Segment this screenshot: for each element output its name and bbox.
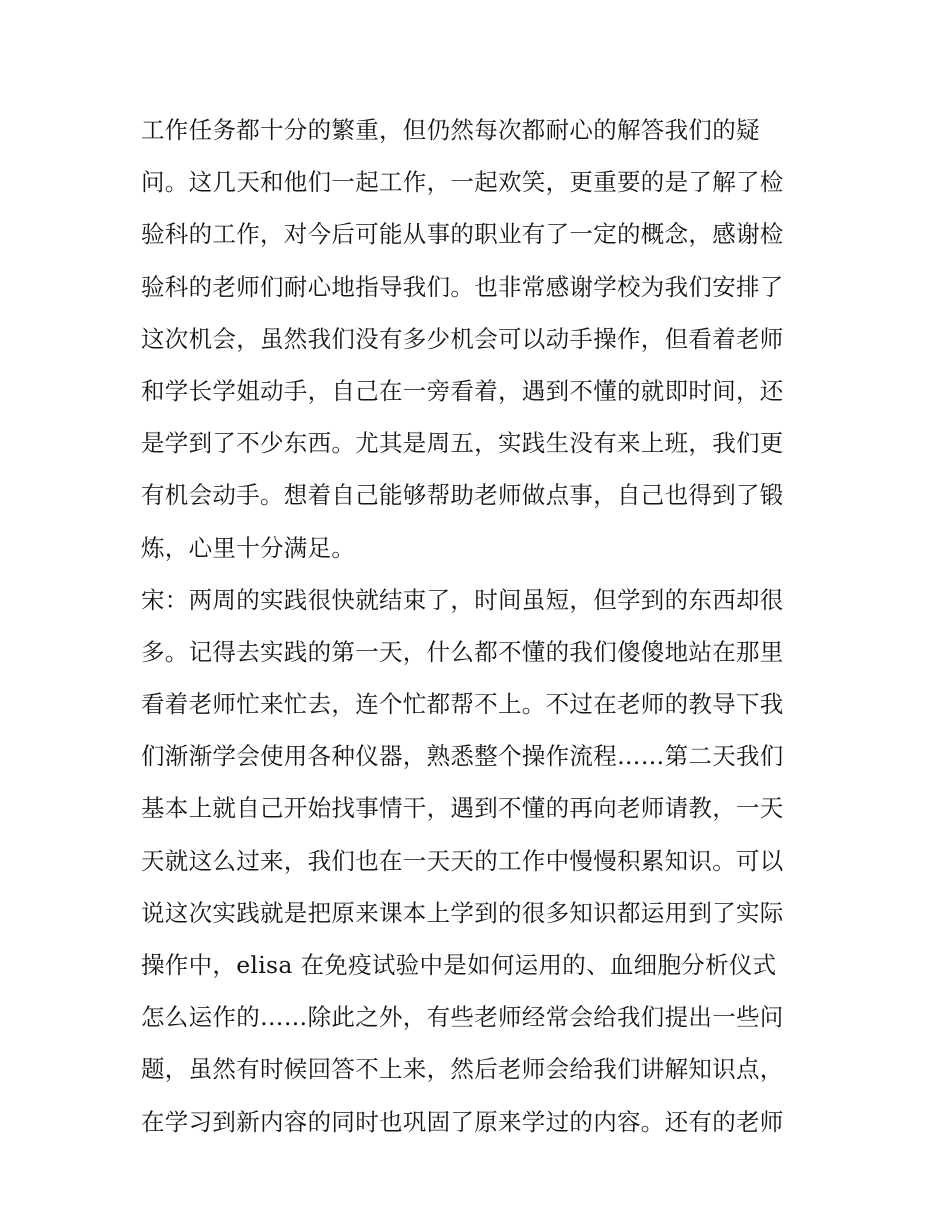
text-line: 和学长学姐动手，自己在一旁看着，遇到不懂的就即时间，还 <box>141 376 784 405</box>
text-line: 这次机会，虽然我们没有多少机会可以动手操作，但看着老师 <box>141 324 784 353</box>
text-line: 炼，心里十分满足。 <box>141 533 356 562</box>
body-text <box>141 104 821 1148</box>
text-line: 多。记得去实践的第一天，什么都不懂的我们傻傻地站在那里 <box>141 637 784 666</box>
text-line: 宋：两周的实践很快就结束了，时间虽短，但学到的东西却很 <box>141 585 784 614</box>
text-line: 们渐渐学会使用各种仪器，熟悉整个操作流程……第二天我们 <box>141 742 784 771</box>
text-line: 有机会动手。想着自己能够帮助老师做点事，自己也得到了锻 <box>141 481 784 510</box>
text-line: 天就这么过来，我们也在一天天的工作中慢慢积累知识。可以 <box>141 846 784 875</box>
text-line: 怎么运作的……除此之外，有些老师经常会给我们提出一些问 <box>141 1003 784 1032</box>
text-line: 看着老师忙来忙去，连个忙都帮不上。不过在老师的教导下我 <box>141 690 784 719</box>
text-line: 工作任务都十分的繁重，但仍然每次都耐心的解答我们的疑 <box>141 116 760 144</box>
text-line: 在学习到新内容的同时也巩固了原来学过的内容。还有的老师 <box>141 1107 784 1136</box>
text-line: 说这次实践就是把原来课本上学到的很多知识都运用到了实际 <box>141 898 784 927</box>
text-line: 验科的工作，对今后可能从事的职业有了一定的概念，感谢检 <box>141 220 784 249</box>
text-line: 问。这几天和他们一起工作，一起欢笑，更重要的是了解了检 <box>141 168 784 197</box>
text-line: 验科的老师们耐心地指导我们。也非常感谢学校为我们安排了 <box>141 272 784 301</box>
text-line: 操作中，elisa 在免疫试验中是如何运用的、血细胞分析仪式 <box>141 951 777 979</box>
text-line: 是学到了不少东西。尤其是周五，实践生没有来上班，我们更 <box>141 429 784 458</box>
text-line: 基本上就自己开始找事情干，遇到不懂的再向老师请教，一天 <box>141 794 784 823</box>
text-line: 题，虽然有时候回答不上来，然后老师会给我们讲解知识点， <box>141 1055 784 1084</box>
